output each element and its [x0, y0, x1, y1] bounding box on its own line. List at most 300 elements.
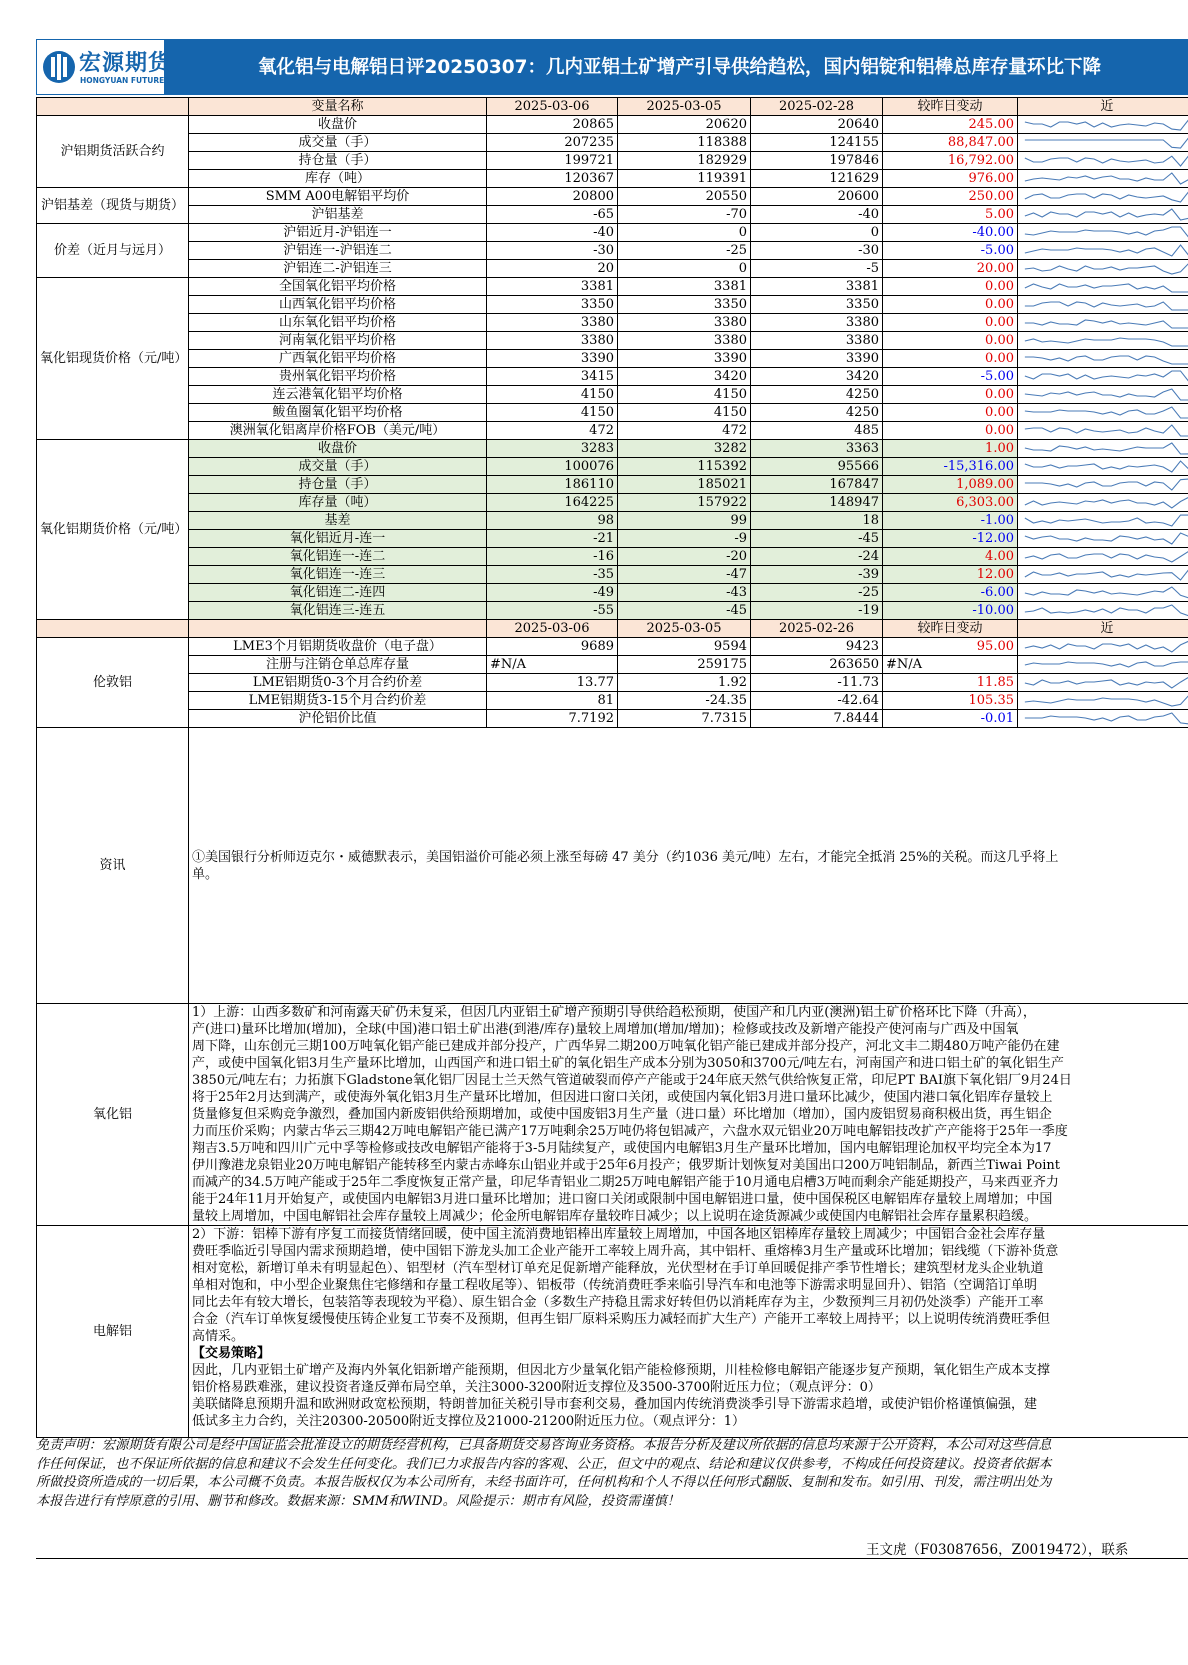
- sparkline-chart: [1021, 548, 1188, 565]
- column-header-change: 较昨日变动: [883, 620, 1018, 638]
- analysis-line: 相对宽松，新增订单未有明显起色）、铝型材（汽车型材订单充足促新增产能释放，光伏型材在手订单回暖促排产季节性增长；建筑型材龙头企业轨道: [192, 1261, 1044, 1276]
- value-date-3: 20600: [751, 188, 883, 206]
- table-row: [37, 548, 1188, 566]
- value-date-1: 186110: [487, 476, 618, 494]
- analysis-line: 2）下游：铝棒下游有序复工而接货情绪回暖，使中国主流消费地铝棒出库量较上周增加，中国各地区铝棒库存量较上周减少；中国铝合金社会库存量: [192, 1227, 1046, 1242]
- alumina-analysis-text: [189, 1004, 1188, 1226]
- sparkline-chart: [1021, 242, 1188, 259]
- value-date-2: -70: [618, 206, 751, 224]
- sparkline-chart: [1021, 116, 1188, 133]
- sparkline-path: [1025, 425, 1188, 436]
- sparkline-path: [1025, 371, 1188, 382]
- variable-name: 氧化铝连一-连三: [189, 566, 487, 584]
- sparkline-path: [1025, 497, 1188, 508]
- category-label: 价差（近月与远月）: [37, 224, 189, 278]
- daily-change: -0.01: [883, 710, 1018, 728]
- value-date-1: 98: [487, 512, 618, 530]
- report-header: [36, 39, 1188, 95]
- header-row-lme: [37, 620, 1188, 638]
- value-date-1: 9689: [487, 638, 618, 656]
- table-row: [37, 710, 1188, 728]
- value-date-2: 3380: [618, 332, 751, 350]
- sparkline-path: [1025, 119, 1188, 130]
- table-row: [37, 242, 1188, 260]
- sparkline-chart: [1021, 656, 1188, 673]
- value-date-1: 20865: [487, 116, 618, 134]
- analysis-line: 单相对饱和，中小型企业聚焦住宅修缮和存量工程收尾等）、铝板带（传统消费旺季来临引导汽车和电池等下游需求明显回升）、铝箔（空调箔订单明: [192, 1278, 1038, 1293]
- daily-change: 88,847.00: [883, 134, 1018, 152]
- variable-name: 持仓量（手）: [189, 476, 487, 494]
- variable-name: 沪铝基差: [189, 206, 487, 224]
- sparkline-chart: [1021, 332, 1188, 349]
- table-row: [37, 368, 1188, 386]
- variable-name: 连云港氧化铝平均价格: [189, 386, 487, 404]
- table-row: [37, 512, 1188, 530]
- sparkline-chart: [1021, 602, 1188, 619]
- value-date-3: 3363: [751, 440, 883, 458]
- sparkline-chart: [1021, 224, 1188, 241]
- column-header-date-1: 2025-03-06: [487, 98, 618, 116]
- report-title: 氧化铝与电解铝日评20250307：几内亚铝土矿增产引导供给趋松，国内铝锭和铝棒总库存量环比下降: [258, 57, 1101, 78]
- sparkline-chart: [1021, 422, 1188, 439]
- value-date-3: 3381: [751, 278, 883, 296]
- sparkline-chart: [1021, 494, 1188, 511]
- table-row: [37, 296, 1188, 314]
- trend-sparkline: [1018, 188, 1188, 206]
- table-row: [37, 638, 1188, 656]
- value-date-3: -39: [751, 566, 883, 584]
- daily-change: -6.00: [883, 584, 1018, 602]
- variable-name: SMM A00电解铝平均价: [189, 188, 487, 206]
- value-date-3: 20640: [751, 116, 883, 134]
- sparkline-path: [1025, 284, 1188, 292]
- analysis-line: 高情采。: [192, 1329, 245, 1344]
- trend-sparkline: [1018, 638, 1188, 656]
- analysis-line: 伊川豫港龙泉铝业20万吨电解铝产能转移至内蒙古赤峰东山铝业并或于25年6月投产；俄罗斯计划恢复对美国出口200万吨铝制品，新西兰Tiwai Point: [192, 1158, 1060, 1173]
- value-date-2: 115392: [618, 458, 751, 476]
- trend-sparkline: [1018, 134, 1188, 152]
- sparkline-path: [1025, 551, 1188, 562]
- column-header-date-2: 2025-03-05: [618, 98, 751, 116]
- table-row: [37, 332, 1188, 350]
- value-date-2: 3350: [618, 296, 751, 314]
- value-date-3: 18: [751, 512, 883, 530]
- trend-sparkline: [1018, 404, 1188, 422]
- electrolytic-label: 电解铝: [37, 1226, 189, 1438]
- sparkline-path: [1025, 407, 1188, 418]
- column-header-date-3: 2025-02-28: [751, 98, 883, 116]
- table-row: [37, 152, 1188, 170]
- variable-name: 沪铝连一-沪铝连二: [189, 242, 487, 260]
- value-date-2: -24.35: [618, 692, 751, 710]
- value-date-1: -21: [487, 530, 618, 548]
- trend-sparkline: [1018, 386, 1188, 404]
- value-date-1: -35: [487, 566, 618, 584]
- trend-sparkline: [1018, 350, 1188, 368]
- value-date-3: 4250: [751, 386, 883, 404]
- variable-name: 注册与注销仓单总库存量: [189, 656, 487, 674]
- daily-change: -10.00: [883, 602, 1018, 620]
- sparkline-chart: [1021, 692, 1188, 709]
- disclaimer-line: 本报告进行有悖原意的引用、删节和修改。数据来源：SMM和WIND。风险提示：期市有风险，投资需谨慎！: [36, 1493, 680, 1509]
- value-date-1: 3381: [487, 278, 618, 296]
- value-date-2: 3420: [618, 368, 751, 386]
- value-date-2: -25: [618, 242, 751, 260]
- sparkline-chart: [1021, 674, 1188, 691]
- column-header-trend: 近: [1018, 98, 1188, 116]
- value-date-3: -11.73: [751, 674, 883, 692]
- column-header-category: [37, 620, 189, 638]
- daily-change: 6,303.00: [883, 494, 1018, 512]
- disclaimer-line: 免责声明：宏源期货有限公司是经中国证监会批准设立的期货经营机构，已具备期货交易咨询业务资格。本报告分析及建议所依据的信息均来源于公开资料，本公司对这些信息: [36, 1438, 1052, 1453]
- variable-name: 贵州氧化铝平均价格: [189, 368, 487, 386]
- sparkline-chart: [1021, 386, 1188, 403]
- value-date-2: 259175: [618, 656, 751, 674]
- value-date-3: 124155: [751, 134, 883, 152]
- value-date-3: -5: [751, 260, 883, 278]
- value-date-1: -16: [487, 548, 618, 566]
- sparkline-path: [1025, 677, 1188, 688]
- analysis-line: 3850元/吨左右；力拓旗下Gladstone氧化铝厂因昆士兰天然气管道破裂而停产产能或于24年底天然气供给恢复正常，印尼PT BAI旗下氧化铝厂9月24日: [192, 1073, 1072, 1088]
- daily-change: 12.00: [883, 566, 1018, 584]
- sparkline-path: [1025, 662, 1188, 667]
- sparkline-path: [1025, 209, 1188, 220]
- news-text: [189, 728, 1188, 1004]
- sparkline-chart: [1021, 404, 1188, 421]
- trend-sparkline: [1018, 710, 1188, 728]
- daily-change: -15,316.00: [883, 458, 1018, 476]
- variable-name: 成交量（手）: [189, 458, 487, 476]
- sparkline-path: [1025, 569, 1188, 580]
- analysis-line: 量较上周增加，中国电解铝社会库存量较上周减少；伦金所电解铝库存量较昨日减少；以上说明在途货源减少或使国内电解铝社会库存量累积趋缓。: [192, 1209, 1038, 1224]
- variable-name: 广西氧化铝平均价格: [189, 350, 487, 368]
- value-date-1: 13.77: [487, 674, 618, 692]
- table-row: [37, 188, 1188, 206]
- variable-name: LME铝期货3-15个月合约价差: [189, 692, 487, 710]
- value-date-3: 167847: [751, 476, 883, 494]
- trend-sparkline: [1018, 296, 1188, 314]
- value-date-3: 0: [751, 224, 883, 242]
- trend-sparkline: [1018, 152, 1188, 170]
- signature-bar: [36, 1538, 1188, 1558]
- value-date-2: 118388: [618, 134, 751, 152]
- sparkline-chart: [1021, 584, 1188, 601]
- variable-name: 鲅鱼圈氧化铝平均价格: [189, 404, 487, 422]
- table-row: [37, 602, 1188, 620]
- value-date-1: 3390: [487, 350, 618, 368]
- value-date-3: 121629: [751, 170, 883, 188]
- daily-change: 0.00: [883, 332, 1018, 350]
- table-row: [37, 404, 1188, 422]
- trend-sparkline: [1018, 692, 1188, 710]
- trend-sparkline: [1018, 314, 1188, 332]
- value-date-3: 3350: [751, 296, 883, 314]
- category-label: 伦敦铝: [37, 638, 189, 728]
- sparkline-chart: [1021, 530, 1188, 547]
- value-date-1: 81: [487, 692, 618, 710]
- variable-name: 山西氧化铝平均价格: [189, 296, 487, 314]
- value-date-1: 120367: [487, 170, 618, 188]
- table-row: [37, 566, 1188, 584]
- value-date-2: 3390: [618, 350, 751, 368]
- analysis-line: 能于24年11月开始复产，或使国内电解铝3月进口量环比增加；进口窗口关闭或限制中国电解铝进口量，使中国保税区电解铝库存量较上周增加；中国: [192, 1192, 1053, 1207]
- value-date-3: -42.64: [751, 692, 883, 710]
- sparkline-path: [1025, 695, 1188, 706]
- sparkline-chart: [1021, 152, 1188, 169]
- trend-sparkline: [1018, 332, 1188, 350]
- sparkline-chart: [1021, 134, 1188, 151]
- sparkline-path: [1025, 338, 1188, 346]
- daily-change: 0.00: [883, 422, 1018, 440]
- table-row: [37, 170, 1188, 188]
- daily-change: 105.35: [883, 692, 1018, 710]
- value-date-2: 472: [618, 422, 751, 440]
- value-date-1: 4150: [487, 386, 618, 404]
- variable-name: 收盘价: [189, 116, 487, 134]
- strategy-line: 美联储降息预期升温和欧洲财政宽松预期，特朗普加征关税引导市套利交易，叠加国内传统消费淡季引导下游需求趋增，或使沪铝价格谨慎偏强，建: [192, 1397, 1038, 1412]
- category-label: 氧化铝期货价格（元/吨）: [37, 440, 189, 620]
- daily-change: -5.00: [883, 242, 1018, 260]
- table-row: [37, 530, 1188, 548]
- electrolytic-analysis-row: [37, 1226, 1188, 1438]
- sparkline-chart: [1021, 476, 1188, 493]
- value-date-3: -45: [751, 530, 883, 548]
- sparkline-chart: [1021, 170, 1188, 187]
- column-header-variable: 变量名称: [189, 98, 487, 116]
- value-date-2: 99: [618, 512, 751, 530]
- column-header-date-2: 2025-03-05: [618, 620, 751, 638]
- variable-name: 氧化铝近月-连一: [189, 530, 487, 548]
- alumina-analysis-row: [37, 1004, 1188, 1226]
- analysis-line: 而减产的34.5万吨产能或于25年二季度恢复正常产量，印尼华青铝业二期25万吨电解铝产能于10月通电启槽3万吨而剩余产能延期投产，马来西亚齐力: [192, 1175, 1059, 1190]
- analysis-line: 1）上游：山西多数矿和河南露天矿仍未复采，但因几内亚铝土矿增产预期引导供给趋松预期，使国产和几内亚(澳洲)铝土矿价格环比下降（升高），: [192, 1005, 1036, 1020]
- variable-name: LME3个月铝期货收盘价（电子盘）: [189, 638, 487, 656]
- value-date-3: 197846: [751, 152, 883, 170]
- category-label: 沪铝期货活跃合约: [37, 116, 189, 188]
- table-row: [37, 260, 1188, 278]
- sparkline-path: [1025, 713, 1188, 724]
- daily-change: -1.00: [883, 512, 1018, 530]
- category-label: 氧化铝现货价格（元/吨）: [37, 278, 189, 440]
- trend-sparkline: [1018, 170, 1188, 188]
- daily-change: #N/A: [883, 656, 1018, 674]
- value-date-1: -40: [487, 224, 618, 242]
- variable-name: 持仓量（手）: [189, 152, 487, 170]
- variable-name: 澳洲氧化铝离岸价格FOB（美元/吨）: [189, 422, 487, 440]
- value-date-1: -30: [487, 242, 618, 260]
- sparkline-path: [1025, 443, 1188, 454]
- value-date-1: 199721: [487, 152, 618, 170]
- daily-change: 95.00: [883, 638, 1018, 656]
- sparkline-chart: [1021, 512, 1188, 529]
- sparkline-path: [1025, 263, 1188, 274]
- column-header-category: [37, 98, 189, 116]
- table-row: [37, 350, 1188, 368]
- trend-sparkline: [1018, 206, 1188, 224]
- value-date-3: -25: [751, 584, 883, 602]
- trend-sparkline: [1018, 602, 1188, 620]
- data-table: [36, 97, 1188, 1438]
- header-row: [37, 98, 1188, 116]
- value-date-1: 3380: [487, 332, 618, 350]
- value-date-2: 4150: [618, 386, 751, 404]
- sparkline-path: [1025, 533, 1188, 544]
- variable-name: 全国氧化铝平均价格: [189, 278, 487, 296]
- table-row: [37, 584, 1188, 602]
- table-row: [37, 314, 1188, 332]
- bottom-divider: [36, 1558, 1188, 1559]
- value-date-1: 3415: [487, 368, 618, 386]
- value-date-1: 207235: [487, 134, 618, 152]
- column-header-variable: [189, 620, 487, 638]
- sparkline-path: [1025, 155, 1188, 166]
- value-date-1: 472: [487, 422, 618, 440]
- table-row: [37, 116, 1188, 134]
- sparkline-path: [1025, 137, 1188, 148]
- value-date-2: -9: [618, 530, 751, 548]
- table-row: [37, 656, 1188, 674]
- value-date-3: -30: [751, 242, 883, 260]
- value-date-2: 7.7315: [618, 710, 751, 728]
- value-date-2: 1.92: [618, 674, 751, 692]
- sparkline-chart: [1021, 278, 1188, 295]
- value-date-1: 3350: [487, 296, 618, 314]
- analysis-line: 同比去年有较大增长，包装箔等表现较为平稳）、原生铝合金（多数生产持稳且需求好转但仍以消耗库存为主，少数预判三月初仍处淡季）产能开工率: [192, 1295, 1044, 1310]
- trend-sparkline: [1018, 368, 1188, 386]
- daily-change: -5.00: [883, 368, 1018, 386]
- table-row: [37, 206, 1188, 224]
- variable-name: 沪铝连二-沪铝连三: [189, 260, 487, 278]
- variable-name: 沪铝近月-沪铝连一: [189, 224, 487, 242]
- trend-sparkline: [1018, 656, 1188, 674]
- table-row: [37, 440, 1188, 458]
- analysis-line: 合金（汽车订单恢复缓慢使压铸企业复工节奏不及预期，但再生铝厂原料采购压力减轻而扩大生产）产能开工率较上周持平；以上说明传统消费旺季但: [192, 1312, 1051, 1327]
- table-row: [37, 494, 1188, 512]
- trend-sparkline: [1018, 422, 1188, 440]
- value-date-1: 7.7192: [487, 710, 618, 728]
- column-header-trend: 近: [1018, 620, 1188, 638]
- trend-sparkline: [1018, 458, 1188, 476]
- value-date-3: 4250: [751, 404, 883, 422]
- trend-sparkline: [1018, 530, 1188, 548]
- value-date-1: 4150: [487, 404, 618, 422]
- trend-sparkline: [1018, 548, 1188, 566]
- daily-change: 0.00: [883, 296, 1018, 314]
- sparkline-path: [1025, 641, 1188, 652]
- logo-chinese-name: 宏源期货: [79, 51, 172, 76]
- table-row: [37, 476, 1188, 494]
- value-date-2: 4150: [618, 404, 751, 422]
- value-date-3: 3420: [751, 368, 883, 386]
- news-line: ①美国银行分析师迈克尔・威德默表示，美国铝溢价可能必须上涨至每磅 47 美分（约1036 美元/吨）左右，才能完全抵消 25%的关税。而这几乎将上: [192, 849, 1059, 865]
- variable-name: 山东氧化铝平均价格: [189, 314, 487, 332]
- daily-change: 16,792.00: [883, 152, 1018, 170]
- electrolytic-analysis-text: [189, 1226, 1188, 1438]
- daily-change: 4.00: [883, 548, 1018, 566]
- daily-change: 245.00: [883, 116, 1018, 134]
- sparkline-chart: [1021, 638, 1188, 655]
- table-row: [37, 278, 1188, 296]
- value-date-2: -47: [618, 566, 751, 584]
- strategy-line: 因此，几内亚铝土矿增产及海内外氧化铝新增产能预期，但因北方少量氧化铝产能检修预期，川桂检修电解铝产能逐步复产预期，氧化铝生产成本支撑: [192, 1363, 1051, 1378]
- sparkline-path: [1025, 227, 1188, 238]
- value-date-1: 20: [487, 260, 618, 278]
- variable-name: 氧化铝连二-连四: [189, 584, 487, 602]
- sparkline-path: [1025, 461, 1188, 472]
- sparkline-path: [1025, 389, 1188, 400]
- analysis-line: 翔吉3.5万吨和四川广元中孚等检修或技改电解铝产能将于3-5月陆续复产，或使国内电解铝3月生产量环比增加，国内电解铝理论加权平均完全本为17: [192, 1141, 1052, 1156]
- value-date-1: 100076: [487, 458, 618, 476]
- daily-change: 0.00: [883, 386, 1018, 404]
- daily-change: 0.00: [883, 278, 1018, 296]
- logo-mark-icon: [42, 49, 76, 85]
- value-date-3: -24: [751, 548, 883, 566]
- strategy-line: 低试多主力合约，关注20300-20500附近支撑位及21000-21200附近压力位。（观点评分：1）: [192, 1414, 745, 1429]
- value-date-1: 3380: [487, 314, 618, 332]
- strategy-line: 铝价格易跌难涨，建议投资者逢反弹布局空单，关注3000-3200附近支撑位及3500-3700附近压力位；（观点评分：0）: [192, 1380, 881, 1395]
- sparkline-path: [1025, 587, 1188, 598]
- sparkline-chart: [1021, 440, 1188, 457]
- variable-name: 氧化铝连三-连五: [189, 602, 487, 620]
- value-date-2: 182929: [618, 152, 751, 170]
- sparkline-chart: [1021, 314, 1188, 331]
- sparkline-path: [1025, 245, 1188, 256]
- trend-sparkline: [1018, 566, 1188, 584]
- table-row: [37, 422, 1188, 440]
- value-date-2: 20620: [618, 116, 751, 134]
- value-date-1: #N/A: [487, 656, 618, 674]
- value-date-3: 7.8444: [751, 710, 883, 728]
- value-date-2: 9594: [618, 638, 751, 656]
- value-date-2: 3282: [618, 440, 751, 458]
- column-header-date-3: 2025-02-26: [751, 620, 883, 638]
- sparkline-path: [1025, 356, 1188, 364]
- value-date-2: 119391: [618, 170, 751, 188]
- trend-sparkline: [1018, 242, 1188, 260]
- column-header-change: 较昨日变动: [883, 98, 1018, 116]
- daily-change: 5.00: [883, 206, 1018, 224]
- value-date-3: -40: [751, 206, 883, 224]
- value-date-2: -20: [618, 548, 751, 566]
- sparkline-chart: [1021, 260, 1188, 277]
- disclaimer-line: 作任何保证，也不保证所依据的信息和建议不会发生任何变化。我们已力求报告内容的客观、公正，但文中的观点、结论和建议仅供参考，不构成任何投资建议。投资者依据本: [36, 1456, 1052, 1472]
- variable-name: LME铝期货0-3个月合约价差: [189, 674, 487, 692]
- daily-change: -40.00: [883, 224, 1018, 242]
- value-date-1: -49: [487, 584, 618, 602]
- value-date-2: -43: [618, 584, 751, 602]
- sparkline-path: [1025, 173, 1188, 184]
- analysis-line: 将于25年2月达到满产，或使海外氧化铝3月生产量环比增加，但因进口窗口关闭，或使国内氧化铝3月进口量环比减少，使国内港口氧化铝库存量较上: [192, 1090, 1053, 1105]
- analysis-line: 费旺季临近引导国内需求预期趋增，使中国铝下游龙头加工企业产能开工率较上周升高，其中铝杆、重熔棒3月生产量或环比增加；铝线缆（下游补货意: [192, 1244, 1059, 1259]
- analysis-line: 货量修复但采购竞争激烈，叠加国内新废铝供给预期增加，或使中国废铝3月生产量（进口量）环比增加（增加），国内废铝贸易商积极出货，再生铝企: [192, 1107, 1052, 1122]
- sparkline-chart: [1021, 368, 1188, 385]
- daily-change: -12.00: [883, 530, 1018, 548]
- value-date-3: 9423: [751, 638, 883, 656]
- daily-change: 20.00: [883, 260, 1018, 278]
- trend-sparkline: [1018, 278, 1188, 296]
- variable-name: 库存量（吨）: [189, 494, 487, 512]
- value-date-1: 20800: [487, 188, 618, 206]
- value-date-1: 164225: [487, 494, 618, 512]
- analysis-line: 产(进口)量环比增加(增加)，全球(中国)港口铝土矿出港(到港/库存)量较上周增加(增加/增加)；检修或技改及新增产能投产使河南与广西及中国氧: [192, 1022, 1019, 1037]
- trend-sparkline: [1018, 260, 1188, 278]
- daily-change: 0.00: [883, 404, 1018, 422]
- table-row: [37, 674, 1188, 692]
- trend-sparkline: [1018, 476, 1188, 494]
- sparkline-chart: [1021, 206, 1188, 223]
- daily-change: 0.00: [883, 350, 1018, 368]
- value-date-3: 3390: [751, 350, 883, 368]
